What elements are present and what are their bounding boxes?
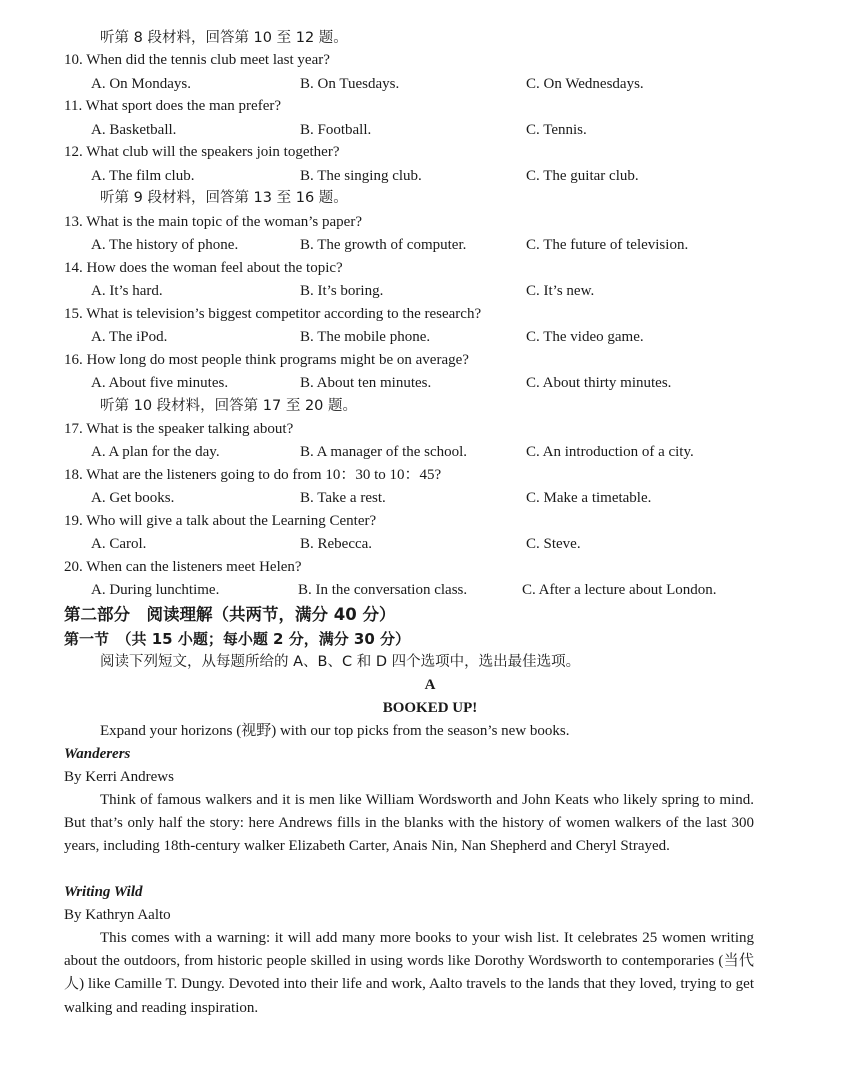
question-16: 16. How long do most people think programs might be on average?: [64, 352, 469, 368]
question-13: 13. What is the main topic of the woman’s paper?: [64, 214, 362, 230]
section-one-title: 第一节 （共 15 小题；每小题 2 分，满分 30 分）: [64, 630, 411, 648]
q12-option-c: C. The guitar club.: [526, 168, 639, 184]
question-11: 11. What sport does the man prefer?: [64, 98, 282, 114]
q20-option-b: B. In the conversation class.: [298, 582, 468, 598]
part-two-title: 第二部分 阅读理解（共两节，满分 40 分）: [64, 605, 396, 624]
question-10: 10. When did the tennis club meet last year?: [64, 52, 330, 68]
passage-letter: A: [424, 677, 436, 693]
q18-option-a: A. Get books.: [91, 490, 175, 506]
q11-option-c: C. Tennis.: [526, 122, 587, 138]
q13-option-a: A. The history of phone.: [91, 237, 239, 253]
q14-option-a: A. It’s hard.: [91, 283, 163, 299]
listening-note-8: 听第 8 段材料，回答第 10 至 12 题。: [100, 30, 348, 46]
q10-option-a: A. On Mondays.: [91, 76, 191, 92]
question-19: 19. Who will give a talk about the Learning Center?: [64, 513, 377, 529]
book-author-wanderers: By Kerri Andrews: [64, 769, 174, 785]
q19-option-b: B. Rebecca.: [300, 536, 373, 552]
q15-option-c: C. The video game.: [526, 329, 644, 345]
q10-option-c: C. On Wednesdays.: [526, 76, 644, 92]
q19-option-c: C. Steve.: [526, 536, 581, 552]
q10-option-b: B. On Tuesdays.: [300, 76, 400, 92]
reading-instruction: 阅读下列短文，从每题所给的 A、B、C 和 D 四个选项中，选出最佳选项。: [100, 654, 581, 670]
question-12: 12. What club will the speakers join together?: [64, 144, 340, 160]
q20-option-a: A. During lunchtime.: [91, 582, 220, 598]
q14-option-b: B. It’s boring.: [300, 283, 384, 299]
listening-note-10: 听第 10 段材料，回答第 17 至 20 题。: [100, 398, 358, 414]
q17-option-c: C. An introduction of a city.: [526, 444, 694, 460]
q11-option-b: B. Football.: [300, 122, 372, 138]
q12-option-b: B. The singing club.: [300, 168, 422, 184]
question-15: 15. What is television’s biggest competitor according to the research?: [64, 306, 482, 322]
q17-option-b: B. A manager of the school.: [300, 444, 468, 460]
q13-option-b: B. The growth of computer.: [300, 237, 467, 253]
q12-option-a: A. The film club.: [91, 168, 195, 184]
question-17: 17. What is the speaker talking about?: [64, 421, 294, 437]
question-18: 18. What are the listeners going to do from 10：30 to 10：45?: [64, 467, 442, 483]
q20-option-c: C. After a lecture about London.: [522, 582, 717, 598]
question-14: 14. How does the woman feel about the topic?: [64, 260, 343, 276]
q14-option-c: C. It’s new.: [526, 283, 595, 299]
book-description-wanderers: Think of famous walkers and it is men like William Wordsworth and John Keats who likely spring to mind. But that’s only half the story: here Andrews fills in the blanks with the history of women walkers of the last 300 years, including 18th-century walker Elizabeth Carter, Anais Nin, Nan Shepherd and Cheryl Strayed.: [64, 792, 754, 855]
passage-title: BOOKED UP!: [382, 700, 478, 716]
listening-note-9: 听第 9 段材料，回答第 13 至 16 题。: [100, 190, 348, 206]
q18-option-c: C. Make a timetable.: [526, 490, 652, 506]
q16-option-a: A. About five minutes.: [91, 375, 229, 391]
q17-option-a: A. A plan for the day.: [91, 444, 220, 460]
q18-option-b: B. Take a rest.: [300, 490, 386, 506]
book-title-writing-wild: Writing Wild: [64, 884, 143, 900]
book-title-wanderers: Wanderers: [64, 746, 131, 762]
question-20: 20. When can the listeners meet Helen?: [64, 559, 302, 575]
q16-option-b: B. About ten minutes.: [300, 375, 432, 391]
q15-option-a: A. The iPod.: [91, 329, 168, 345]
book-description-writing-wild: This comes with a warning: it will add many more books to your wish list. It celebrates 25 women writing about the outdoors, from historic people skilled in using words like Dorothy Wordsworth to contemporaries (当代人) like Camille T. Dungy. Devoted into their life and work, Aalto travels to the lands that they loved, trying to get walking and reading inspiration.: [64, 930, 754, 1016]
passage-intro: Expand your horizons (视野) with our top picks from the season’s new books.: [100, 723, 570, 739]
q15-option-b: B. The mobile phone.: [300, 329, 431, 345]
q13-option-c: C. The future of television.: [526, 237, 689, 253]
q11-option-a: A. Basketball.: [91, 122, 177, 138]
q16-option-c: C. About thirty minutes.: [526, 375, 672, 391]
q19-option-a: A. Carol.: [91, 536, 147, 552]
book-author-writing-wild: By Kathryn Aalto: [64, 907, 171, 923]
